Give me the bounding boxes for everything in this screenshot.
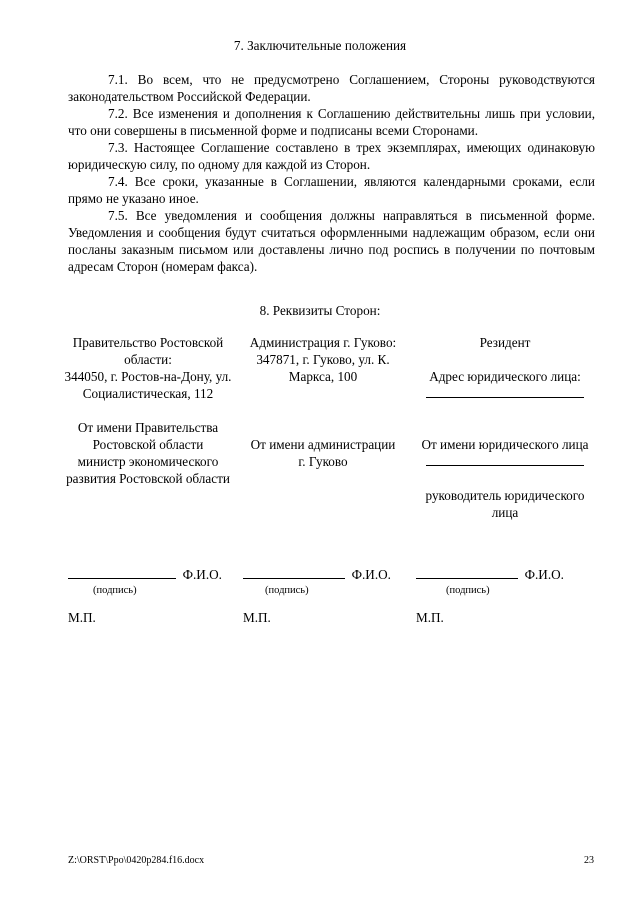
party3-name-line bbox=[414, 453, 596, 467]
party3-signature-line bbox=[416, 578, 518, 579]
party-resident bbox=[414, 334, 596, 521]
party-administration bbox=[248, 334, 398, 470]
party2-stamp: М.П. bbox=[243, 610, 271, 625]
party3-fio: Ф.И.О. bbox=[524, 567, 564, 582]
party1-signature-row bbox=[68, 566, 222, 583]
party3-address-line bbox=[414, 385, 596, 399]
party1-stamp: М.П. bbox=[68, 610, 96, 625]
footer-page-number: 23 bbox=[584, 855, 594, 866]
paragraph-7-1: 7.1. Во всем, что не предусмотрено Соглашением, Стороны руководствуются законодательством Российской Федерации. bbox=[68, 72, 595, 104]
party3-stamp: М.П. bbox=[416, 610, 444, 625]
paragraph-7-4: 7.4. Все сроки, указанные в Соглашении, являются календарными сроками, если прямо не указано иное. bbox=[68, 174, 595, 206]
section-8-title: 8. Реквизиты Сторон: bbox=[259, 303, 381, 318]
party-government bbox=[62, 334, 234, 487]
party3-signature-row bbox=[416, 566, 564, 583]
party3-address-label: Адрес юридического лица: bbox=[429, 369, 581, 384]
paragraph-7-3: 7.3. Настоящее Соглашение составлено в трех экземплярах, имеющих одинаковую юридическую силу, по одному для каждой из Сторон. bbox=[68, 140, 595, 172]
party2-fio: Ф.И.О. bbox=[351, 567, 391, 582]
party1-signature-line bbox=[68, 578, 176, 579]
party3-signature-label: (подпись) bbox=[446, 585, 490, 596]
party1-address: 344050, г. Ростов-на-Дону, ул. Социалистическая, 112 bbox=[64, 369, 232, 401]
section-7-body bbox=[68, 71, 595, 275]
party2-name: Администрация г. Гуково: bbox=[249, 335, 397, 350]
footer-file-path: Z:\ORST\Ppo\0420p284.f16.docx bbox=[68, 855, 205, 866]
party1-on-behalf: От имени Правительства Ростовской области bbox=[77, 420, 219, 452]
section-7-title: 7. Заключительные положения bbox=[233, 38, 407, 53]
party1-signature-label: (подпись) bbox=[93, 585, 137, 596]
party2-signature-line bbox=[243, 578, 345, 579]
paragraph-7-2: 7.2. Все изменения и дополнения к Соглашению действительны лишь при условии, что они совершены в письменной форме и подписаны всеми Сторонами. bbox=[68, 106, 595, 138]
party3-position: руководитель юридического лица bbox=[425, 488, 585, 520]
party1-fio: Ф.И.О. bbox=[182, 567, 222, 582]
paragraph-7-5: 7.5. Все уведомления и сообщения должны направляться в письменной форме. Уведомления и сообщения будут считаться оформленными надлежащим образом, если они посланы заказным письмом или доставлены лично под роспись в получении по почтовым адресам Сторон (номерам факса). bbox=[68, 208, 595, 274]
party1-name: Правительство Ростовской области: bbox=[72, 335, 224, 367]
party3-name: Резидент bbox=[479, 335, 531, 350]
party2-on-behalf: От имени администрации г. Гуково bbox=[250, 437, 396, 469]
party3-on-behalf: От имени юридического лица bbox=[421, 437, 589, 452]
party2-signature-row bbox=[243, 566, 391, 583]
party2-address: 347871, г. Гуково, ул. К. Маркса, 100 bbox=[256, 352, 390, 384]
party1-position: министр экономического развития Ростовской области bbox=[66, 454, 230, 486]
party2-signature-label: (подпись) bbox=[265, 585, 309, 596]
